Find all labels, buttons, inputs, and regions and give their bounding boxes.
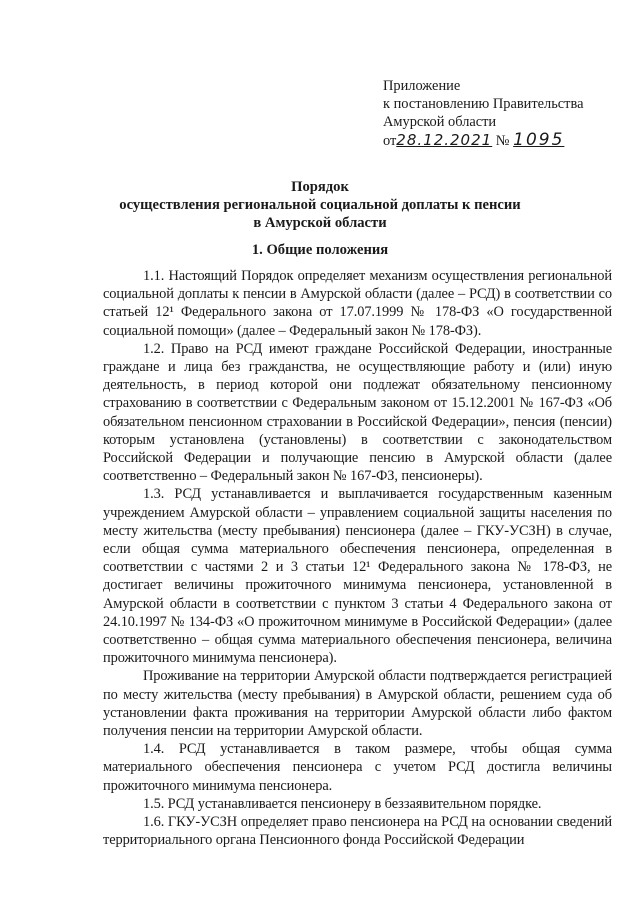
paragraph-1-4: 1.4. РСД устанавливается в таком размере, чтобы общая сумма материального обеспечения пенсионера с учетом РСД достигла величины прожиточного минимума пенсионера. <box>103 741 612 794</box>
title-line-2: осуществления региональной социальной доплаты к пенсии <box>119 197 521 213</box>
section-heading: 1. Общие положения <box>251 242 389 258</box>
paragraph-1-2: 1.2. Право на РСД имеют граждане Российской Федерации, иностранные граждане и лица без гражданства, не осуществляющие работу и (или) иную деятельность, в период которой они подлежат обязательному пенсионному страхованию в соответствии с Федеральным законом от 15.12.2001 № 167-ФЗ «Об обязательном пенсионном страховании в Российской Федерации», пенсия (пенсии) которым установлена (установлены) в соответствии с законодательством Российской Федерации и получающие пенсию в Амурской области (далее соответственно – Федеральный закон № 167-ФЗ, пенсионеры). <box>103 340 612 485</box>
paragraph-1-3: 1.3. РСД устанавливается и выплачивается государственным казенным учреждением Амурской области – управлением социальной защиты населения по месту жительства (месту пребывания) пенсионера (далее – ГКУ-УСЗН) в случае, если общая сумма материального обеспечения пенсионера, определенная в соответствии с частями 2 и 3 статьи 12¹ Федерального закона № 178-ФЗ, не достигает величины прожиточного минимума пенсионера, установленной в Амурской области в соответствии с пунктом 3 статьи 4 Федерального закона от 24.10.1997 № 134-ФЗ «О прожиточном минимуме в Российской Федерации» (далее соответственно – общая сумма материального обеспечения пенсионера, величина прожиточного минимума пенсионера). <box>103 486 612 667</box>
appendix-block <box>383 77 623 150</box>
appendix-date-line <box>383 131 623 150</box>
document-title <box>0 178 640 232</box>
appendix-line-1: Приложение <box>383 78 461 94</box>
paragraph-1-5: 1.5. РСД устанавливается пенсионеру в беззаявительном порядке. <box>143 795 542 812</box>
appendix-line-2: к постановлению Правительства <box>383 96 584 112</box>
title-line-1: Порядок <box>291 179 349 195</box>
document-body <box>103 267 612 850</box>
title-line-3: в Амурской области <box>253 215 387 231</box>
number-prefix: № <box>495 133 510 149</box>
paragraph-residence: Проживание на территории Амурской области подтверждается регистрацией по месту жительства (месту пребывания) в Амурской области, решением суда об установлении факта проживания на территории Амурской области либо фактом получения пенсии на территории Амурской области. <box>103 668 612 740</box>
appendix-line-3: Амурской области <box>383 114 497 130</box>
paragraph-1-6: 1.6. ГКУ-УСЗН определяет право пенсионера на РСД на основании сведений территориального органа Пенсионного фонда Российской Федерации <box>103 814 612 849</box>
handwritten-date: 28.12.2021 <box>396 131 493 149</box>
date-prefix: от <box>383 133 397 149</box>
paragraph-1-1: 1.1. Настоящий Порядок определяет механизм осуществления региональной социальной доплаты к пенсии в Амурской области (далее – РСД) в соответствии со статьей 12¹ Федерального закона от 17.07.1999 № 178-ФЗ «О государственной социальной помощи» (далее – Федеральный закон № 178-ФЗ). <box>103 268 612 339</box>
handwritten-number: 1095 <box>513 130 565 150</box>
